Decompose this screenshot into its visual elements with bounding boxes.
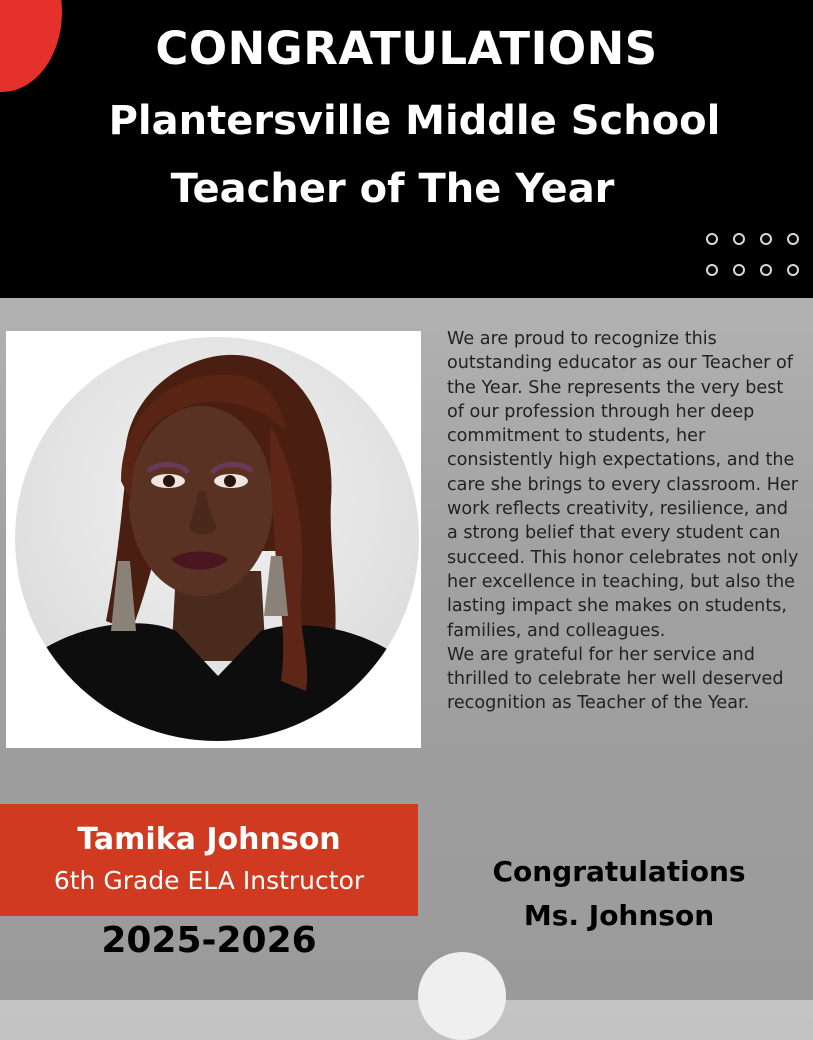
congrats-line: Congratulations <box>492 855 746 888</box>
dot-icon <box>787 233 799 245</box>
school-year: 2025-2026 <box>101 920 317 961</box>
circle-decoration <box>418 952 506 1040</box>
bio-paragraph: We are proud to recognize this outstanding educator as our Teacher of the Year. She represents the very best of our profession through her deep commitment to students, her consistently high expectations, and the care she brings to every classroom. Her work reflects creativity, resilience, and a strong belief that every student can succeed. This honor celebrates not only her excellence in teaching, but also the lasting impact she makes on students, families, and colleagues. <box>447 329 799 641</box>
header-banner <box>0 0 813 298</box>
title-congratulations: CONGRATULATIONS <box>155 22 658 75</box>
bio-paragraph: We are grateful for her service and thrilled to celebrate her well deserved recognition as Teacher of the Year. <box>447 644 784 714</box>
dot-icon <box>760 233 772 245</box>
dot-icon <box>787 264 799 276</box>
teacher-portrait <box>6 331 421 748</box>
congrats-name-line: Ms. Johnson <box>523 899 715 932</box>
name-banner <box>0 804 418 916</box>
dot-icon <box>733 233 745 245</box>
bio-text <box>447 327 799 716</box>
dot-grid-decoration <box>706 233 802 277</box>
dot-icon <box>706 233 718 245</box>
congratulations-message <box>447 850 791 938</box>
teacher-role: 6th Grade ELA Instructor <box>53 866 365 895</box>
dot-icon <box>706 264 718 276</box>
dot-icon <box>760 264 772 276</box>
title-school-name: Plantersville Middle School <box>108 98 721 144</box>
dot-icon <box>733 264 745 276</box>
title-award: Teacher of The Year <box>170 166 615 212</box>
teacher-name: Tamika Johnson <box>77 822 341 857</box>
photo-card <box>6 331 421 748</box>
